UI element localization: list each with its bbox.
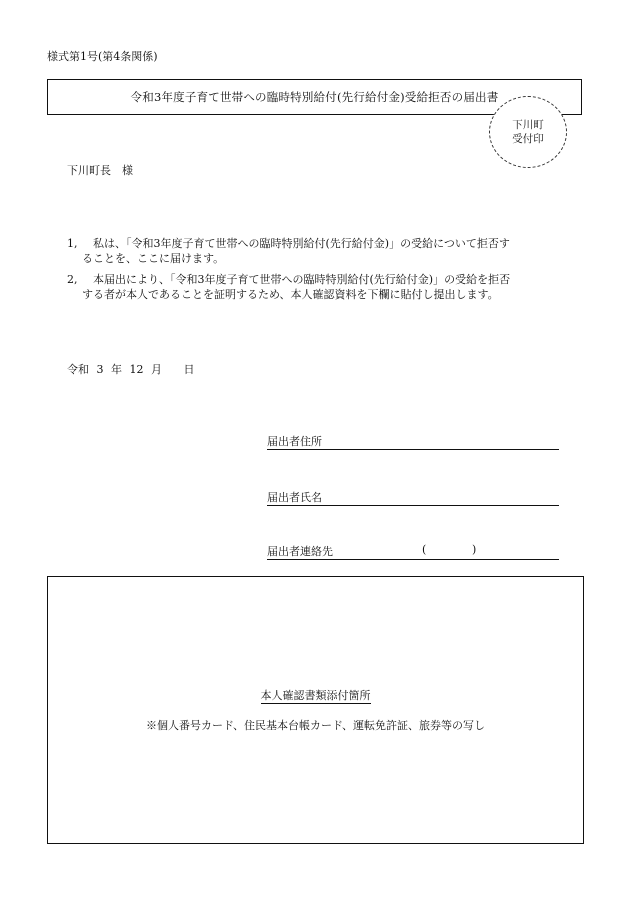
id-box-note: ※個人番号カード、住民基本台帳カード、運転免許証、旅券等の写し (145, 719, 486, 732)
date-month-unit: 月 (151, 363, 162, 376)
stamp-line-2: 受付印 (512, 133, 544, 145)
reception-stamp-area (489, 96, 567, 168)
name-field[interactable] (267, 489, 559, 506)
date-month: 12 (129, 363, 144, 376)
item-text-line-2: ることを、ここに届けます。 (82, 252, 225, 265)
date-day-unit: 日 (183, 363, 195, 376)
name-label: 届出者氏名 (267, 491, 322, 504)
address-field[interactable] (267, 433, 559, 450)
date-year: 3 (96, 363, 104, 376)
id-box-title (47, 687, 584, 703)
address-label: 届出者住所 (267, 435, 322, 448)
date-year-unit: 年 (111, 363, 122, 376)
stamp-line-1: 下川町 (512, 119, 544, 131)
contact-paren-open: ( (422, 543, 427, 556)
id-document-attachment-box (47, 576, 584, 844)
contact-field[interactable] (267, 543, 559, 560)
item-number: 1, (67, 237, 78, 250)
item-text-line-1: 私は、「令和3年度子育て世帯への臨時特別給付(先行給付金)」の受給について拒否す (93, 237, 510, 250)
item-text-line-2: する者が本人であることを証明するため、本人確認資料を下欄に貼付し提出します。 (82, 288, 499, 301)
document-title: 令和3年度子育て世帯への臨時特別給付(先行給付金)受給拒否の届出書 (130, 90, 499, 104)
submission-date (67, 361, 195, 377)
date-era: 令和 (67, 363, 89, 376)
contact-label: 届出者連絡先 (267, 545, 333, 558)
form-number: 様式第1号(第4条関係) (47, 50, 158, 63)
statement-item-2 (67, 272, 567, 302)
item-number: 2, (67, 273, 78, 286)
item-text-line-1: 本届出により、「令和3年度子育て世帯への臨時特別給付(先行給付金)」の受給を拒否 (93, 273, 511, 286)
addressee: 下川町長 様 (67, 164, 133, 177)
id-box-title-text: 本人確認書類添付箇所 (260, 689, 371, 702)
statement-item-1 (67, 236, 567, 266)
contact-paren-close: ) (472, 543, 477, 556)
